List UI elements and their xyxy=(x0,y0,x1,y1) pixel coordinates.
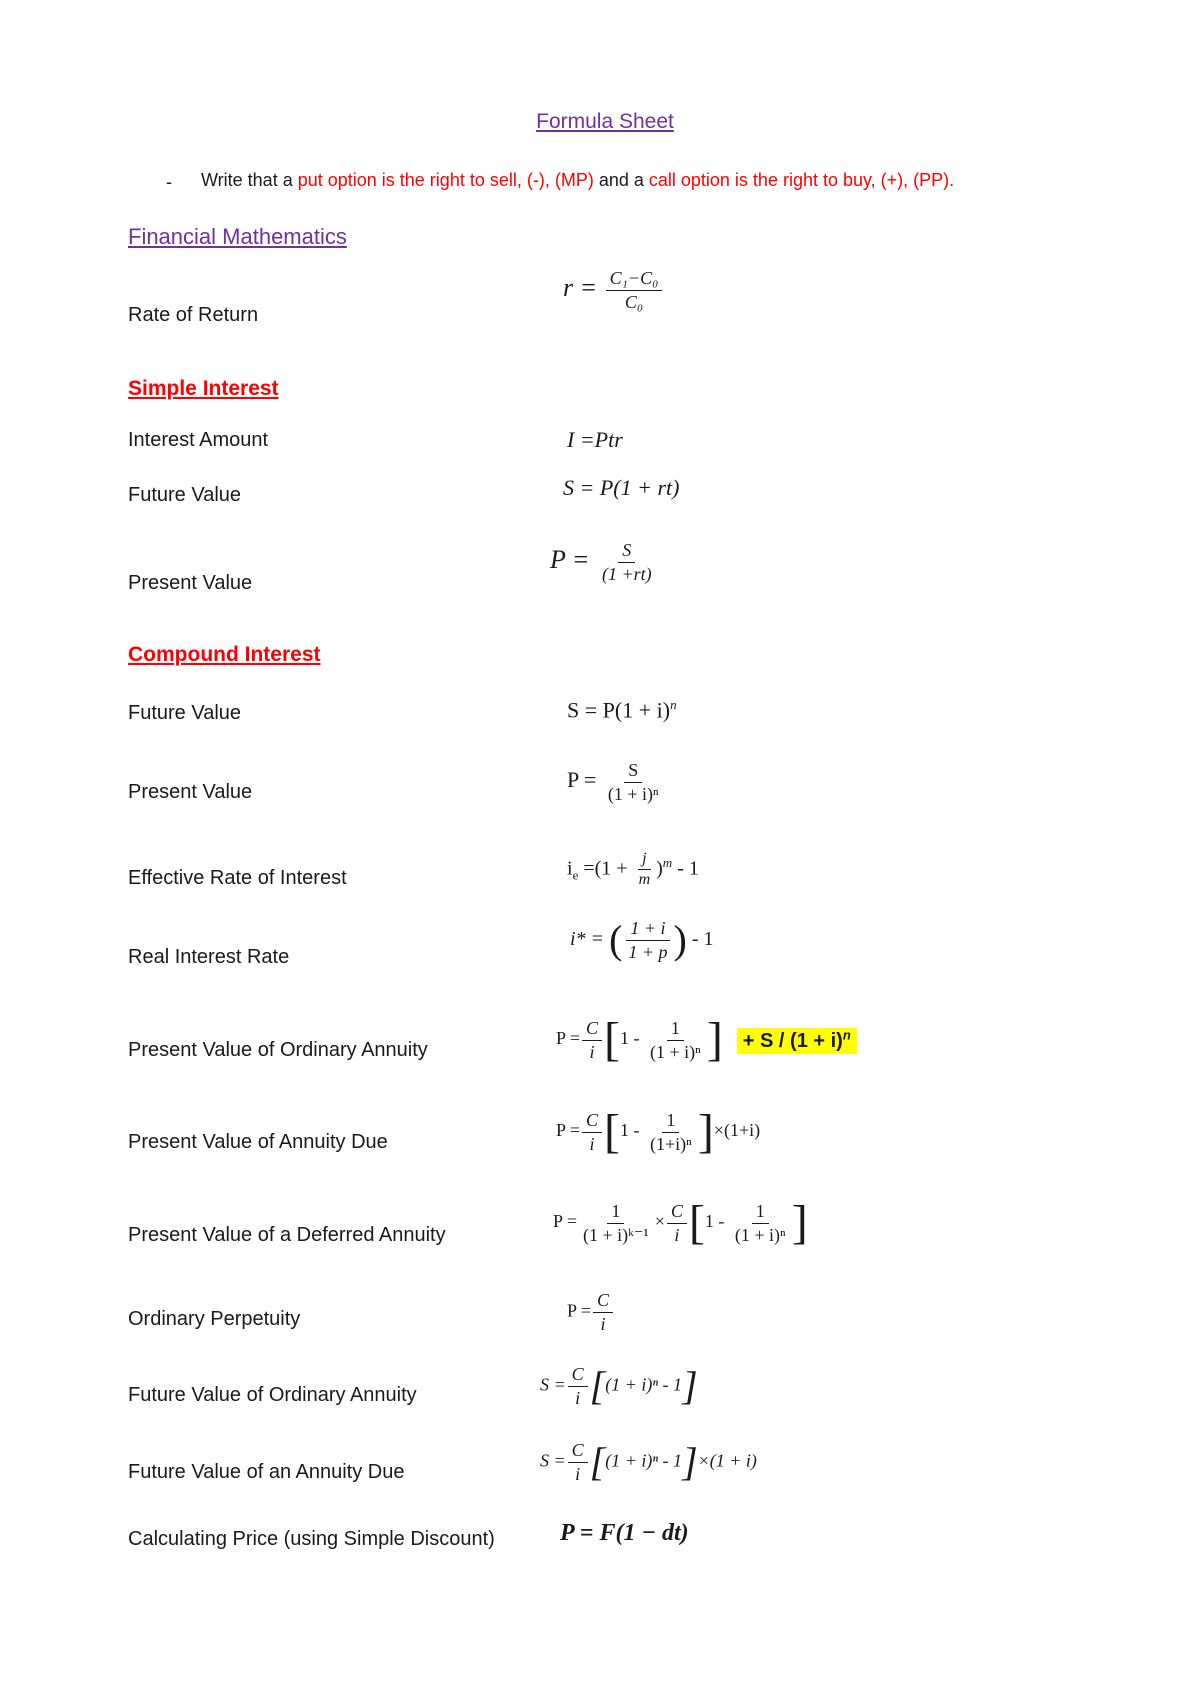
page-title: Formula Sheet xyxy=(536,110,674,133)
option-note xyxy=(201,170,954,191)
label-interest-amount: Interest Amount xyxy=(128,429,269,451)
label-real-rate: Real Interest Rate xyxy=(128,946,290,968)
label-si-future-value: Future Value xyxy=(128,484,242,506)
formula-pv-annuity-due: P = $\frac{C}{i}$ [1 - $\frac{1}{\text{(1+i)ⁿ}}$ ]×(1+i) xyxy=(556,1105,761,1158)
highlighted-term: + $S / (1 + i)^n$ xyxy=(737,1028,857,1054)
note-prefix: Write that a xyxy=(201,170,298,190)
label-ci-future-value: Future Value xyxy=(128,702,242,724)
label-rate-of-return: Rate of Return xyxy=(128,304,259,326)
label-ci-present-value: Present Value xyxy=(128,781,253,803)
formula-si-present-value: P = $\frac{S}{(1 +rt)}$ xyxy=(550,540,652,584)
formula-effective-rate: $i_e =(1$ + $\frac{j}{m}$ )$^m$ - 1 xyxy=(567,850,699,889)
section-simple-interest: Simple Interest xyxy=(128,377,279,400)
label-pv-annuity-due: Present Value of Annuity Due xyxy=(128,1131,388,1153)
formula-fv-ordinary-annuity: S = $\frac{C}{i}$ [(1 + i)ⁿ - 1] xyxy=(540,1363,698,1409)
section-compound-interest: Compound Interest xyxy=(128,643,321,666)
formula-ordinary-perpetuity: P = $\frac{C}{i}$ xyxy=(567,1290,615,1334)
note-put-option: put option is the right to sell, (-), (MP) xyxy=(297,170,594,190)
label-ordinary-perpetuity: Ordinary Perpetuity xyxy=(128,1308,301,1330)
formula-pv-ordinary-annuity: P = $\frac{C}{i}$ [1 - $\frac{1}{\text{(1 + i)ⁿ}}$ ] + $S / (1 + i)^n$ xyxy=(556,1016,857,1064)
formula-interest-amount: I =Ptr xyxy=(567,427,623,452)
section-financial-mathematics: Financial Mathematics xyxy=(128,224,347,249)
label-effective-rate: Effective Rate of Interest xyxy=(128,867,347,889)
formula-si-future-value: S = P(1 + rt) xyxy=(563,475,680,500)
formula-price-simple-discount: P = F(1 − dt) xyxy=(560,1520,689,1546)
note-call-option: call option is the right to buy, (+), (PP). xyxy=(648,170,955,190)
label-fv-annuity-due: Future Value of an Annuity Due xyxy=(128,1461,405,1483)
formula-ci-present-value: P = $\frac{S}{\text{(1 + i)ⁿ}}$ xyxy=(567,760,659,804)
label-pv-ordinary-annuity: Present Value of Ordinary Annuity xyxy=(128,1039,428,1061)
label-price-simple-discount: Calculating Price (using Simple Discount) xyxy=(128,1528,495,1550)
formula-ci-future-value: $S = P(1 + i)^n$ xyxy=(567,697,677,723)
note-middle: and a xyxy=(593,170,649,190)
label-fv-ordinary-annuity: Future Value of Ordinary Annuity xyxy=(128,1384,417,1406)
bullet-dash: - xyxy=(166,172,172,192)
formula-fv-annuity-due: S = $\frac{C}{i}$ [(1 + i)ⁿ - 1]×(1 + i) xyxy=(540,1439,757,1485)
formula-real-rate: i* = ( $\frac{1 + i}{1 + p}$ ) - 1 xyxy=(570,917,714,963)
label-si-present-value: Present Value xyxy=(128,572,253,594)
formula-pv-deferred-annuity: P = $\frac{1}{\text{(1 + i)ᵏ⁻¹}}$ × $\frac{C}{i}$ [1 - $\frac{1}{\text{(1 + i)ⁿ}}$ ] xyxy=(553,1196,808,1249)
formula-rate-of-return: r = $\frac{\text{C₁−C₀}}{\text{C₀}}$ xyxy=(563,268,664,312)
label-pv-deferred-annuity: Present Value of a Deferred Annuity xyxy=(128,1224,446,1246)
